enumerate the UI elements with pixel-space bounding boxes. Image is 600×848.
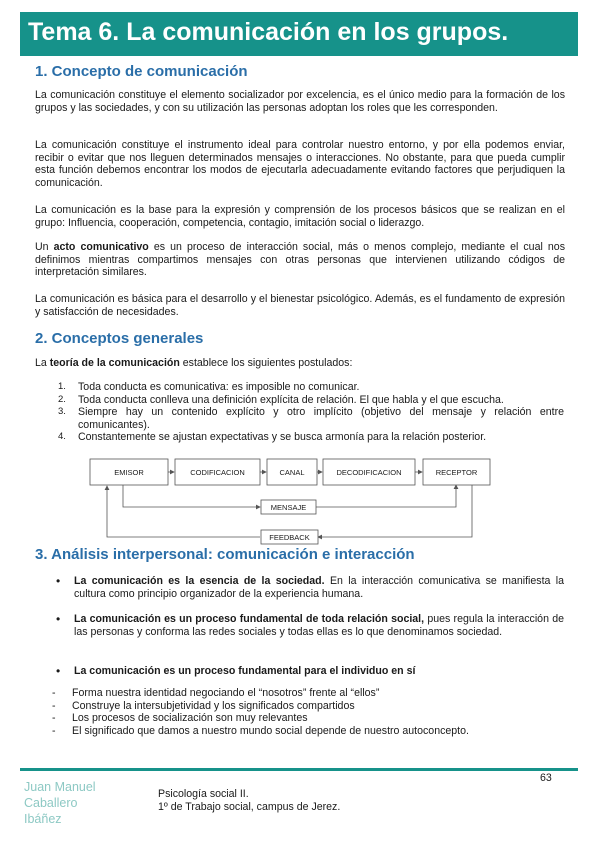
section-2-heading: 2. Conceptos generales: [35, 330, 204, 347]
codificacion-label: CODIFICACION: [190, 468, 245, 477]
paragraph-4: [35, 241, 565, 279]
author-line: Ibáñez: [24, 812, 62, 826]
page-title: Tema 6. La comunicación en los grupos.: [28, 18, 509, 46]
dash-list: [52, 687, 564, 737]
list-item: [58, 431, 564, 444]
dash-text: Forma nuestra identidad negociando el “nosotros” frente al “ellos”: [72, 687, 380, 699]
paragraph-1: La comunicación constituye el elemento socializador por excelencia, es el único medio para la formación de los grupos y las sociedades, y con su utilización las personas adoptan los roles que les corresponden.: [35, 89, 565, 114]
bullet-bold: La comunicación es un proceso fundamental para el individuo en sí: [74, 665, 416, 677]
footer-divider: [20, 768, 578, 771]
section-2-intro: [35, 357, 565, 370]
list-item: [58, 381, 564, 394]
paragraph-3: La comunicación es la base para la expresión y comprensión de los procesos básicos que se realizan en el grupo: Influencia, cooperación, competencia, contagio, imitación social o liderazgo.: [35, 204, 565, 229]
postulates-list: [58, 381, 564, 444]
section-1-heading: 1. Concepto de comunicación: [35, 63, 248, 80]
dash-text: Los procesos de socialización son muy relevantes: [72, 712, 308, 725]
dash-item: - Forma nuestra identidad negociando el “nosotros” frente al “ellos”: [52, 687, 380, 699]
bullet-dot: •: [56, 612, 61, 626]
item-number: 2.: [58, 393, 66, 405]
item-text: Toda conducta es comunicativa: es imposible no comunicar.: [78, 381, 360, 393]
item-number: 3.: [58, 406, 66, 418]
mensaje-label: MENSAJE: [270, 503, 307, 512]
arrow-emisor-mensaje: [123, 485, 260, 507]
item-number: 4.: [58, 431, 66, 443]
author-line: Juan Manuel: [24, 780, 96, 794]
paragraph-2: La comunicación constituye el instrumento ideal para controlar nuestro entorno, y por ella podemos enviar, recibir o evitar que nos lleguen determinados mensajes o interacciones. No obstante, para que pueda cumplir esta función debemos encontrar los modos de ejecutarla adecuadamente evitando factores que perjudiquen la comunicación.: [35, 139, 565, 189]
dash-text: El significado que damos a nuestro mundo social depende de nuestro autoconcepto.: [72, 724, 469, 737]
bullet-item: [52, 665, 564, 678]
p4-pre: Un: [35, 241, 54, 253]
bullet-dot: •: [56, 664, 61, 678]
feedback-label: FEEDBACK: [269, 533, 310, 542]
item-text: Constantemente se ajustan expectativas y se busca armonía para la relación posterior.: [78, 431, 487, 444]
section-3-heading: 3. Análisis interpersonal: comunicación e interacción: [35, 546, 415, 563]
p4-post: es un proceso de interacción social, más o menos complejo, mediante el cual nos definimos mientras compartimos mensajes con otras personas que intervienen utilizando códigos de interpretación similares.: [35, 241, 565, 279]
author-name: [24, 779, 96, 827]
list-item: [58, 406, 564, 431]
arrow-receptor-feedback: [318, 485, 472, 537]
item-number: 1.: [58, 381, 66, 392]
bullet-item: [52, 613, 564, 638]
arrow-feedback-emisor: [107, 486, 260, 537]
bullet-bold: La comunicación es la esencia de la sociedad.: [74, 575, 325, 587]
p4-bold: acto comunicativo: [53, 241, 149, 253]
bullet-item: [52, 575, 564, 600]
canal-label: CANAL: [279, 468, 305, 477]
item-text: Siempre hay un contenido explícito y otro implícito (objetivo del mensaje y relación entre comunicantes).: [78, 406, 564, 431]
list-item: [58, 394, 564, 407]
communication-diagram: [80, 453, 520, 547]
decodificacion-label: DECODIFICACION: [336, 468, 402, 477]
page-number: 63: [540, 772, 552, 784]
dash-text: Construye la intersubjetividad y los significados compartidos: [72, 699, 355, 712]
author-line: Caballero: [24, 796, 78, 810]
item-text: Toda conducta conlleva una definición explícita de relación. El que habla y el que escucha.: [78, 393, 504, 406]
intro-bold: teoría de la comunicación: [49, 357, 180, 369]
receptor-label: RECEPTOR: [435, 468, 478, 477]
intro-post: establece los siguientes postulados:: [179, 357, 353, 369]
course-line: Psicología social II.: [158, 788, 249, 800]
arrow-mensaje-receptor: [316, 485, 456, 507]
emisor-label: EMISOR: [114, 468, 144, 477]
dash-item: - El significado que damos a nuestro mundo social depende de nuestro autoconcepto.: [52, 724, 469, 737]
title-banner: [20, 12, 578, 56]
dash-item: - Los procesos de socialización son muy relevantes: [52, 712, 308, 725]
course-line: 1º de Trabajo social, campus de Jerez.: [158, 801, 341, 813]
bullet-text: pues regula la interacción de las personas y conforma las redes sociales y todas ellas es lo que denominamos sociedad.: [74, 613, 564, 638]
bullet-text: En la interacción comunicativa se manifiesta la cultura como principio organizador de la experiencia humana.: [74, 575, 564, 600]
paragraph-5: La comunicación es básica para el desarrollo y el bienestar psicológico. Además, es el fundamento de expresión y satisfacción de necesidades.: [35, 293, 565, 318]
dash-item: - Construye la intersubjetividad y los significados compartidos: [52, 699, 355, 712]
bullet-dot: •: [56, 574, 61, 588]
bullet-bold: La comunicación es un proceso fundamental de toda relación social,: [74, 613, 425, 625]
intro-pre: La: [35, 357, 50, 369]
course-info: [158, 788, 340, 814]
